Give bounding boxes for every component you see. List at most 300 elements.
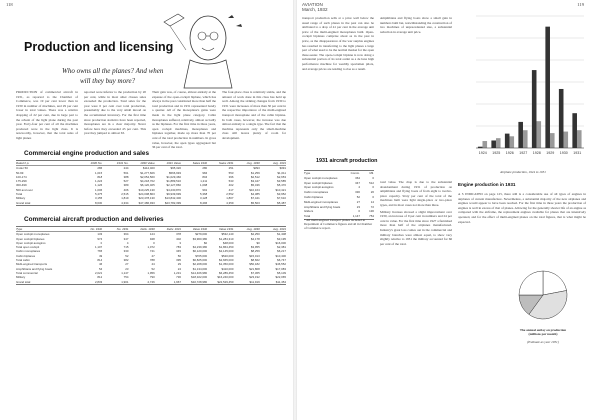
paragraph: reported were inferior to the production by 20 per cent, while in most other classes sales exceeded the production. Total sales for the year were 6 per cent over total production, presumably due to the very small inroad on the accumulated inventory. For the first time since production statistics have been reported, monoplanes are in a clear majority. Never before have they exceeded 45 per cent. This year they jumped to almost 63.: [84, 90, 146, 136]
table-cell: 765: [97, 249, 103, 254]
table-cell: Mil.: [369, 171, 374, 175]
row-label: Cabin biplanes: [304, 194, 324, 199]
table-cell: $23,478,130: [138, 196, 155, 201]
pie-caption-line: The annual outlay on production: [519, 328, 567, 332]
table-cell: $22,529,450: [217, 279, 234, 284]
table-cell: 533: [228, 179, 234, 184]
table-cell: 0: [372, 185, 374, 190]
table-cell: $7,365: [250, 270, 260, 275]
table-cell: $15,013: [249, 253, 260, 258]
row-label: Type: [304, 171, 311, 175]
row-label: Rated h.p.: [16, 161, 30, 165]
table-cell: 561: [123, 170, 129, 175]
bar-military-1926: [509, 136, 514, 148]
row-label: Total: [304, 214, 311, 219]
table-cell: $520,000: [221, 253, 234, 258]
table-cell: $2,665,000: [219, 258, 234, 263]
table-cell: $10,421: [275, 187, 286, 192]
table-cell: $10,164: [249, 187, 260, 192]
table-cell: $393: [253, 166, 260, 171]
x-tick-label: 1931: [573, 151, 582, 155]
table-cell: 1,967: [173, 279, 181, 284]
table-title: Commercial aircraft production and deliveries: [24, 216, 164, 223]
table-cell: $10,400: [275, 253, 286, 258]
table-cell: $95,320: [170, 166, 181, 171]
table-cell: 52: [151, 266, 155, 271]
row-label: Military: [16, 275, 26, 280]
body-column: [380, 180, 452, 262]
row-label: Grand total: [16, 279, 31, 284]
paragraph: Military licenses showed a slight improvement over 1930, an increase of 9 per cent in numbers and 24 per cent in value. For the first time since 1927 a furnished more than half of the airplanes manufactured. Industry's great loss comes out in the commercial and military branches were almost equal, to show very slightly relative to 1931 the military accounted for 66 per cent of the total.: [380, 209, 452, 246]
table-cell: 406: [123, 187, 129, 192]
table-cell: $410,000: [221, 266, 234, 271]
table-cell: $1,134,000: [192, 266, 208, 271]
bar-commercial-1929: [545, 27, 550, 148]
table-cell: 1,107: [95, 245, 103, 250]
table-cell: $0: [204, 240, 208, 245]
table-cell: 47: [151, 253, 155, 258]
table-cell: $1,350,000: [219, 262, 234, 267]
table-cell: 984: [202, 170, 208, 175]
table-cell: $14,406,980: [191, 270, 208, 275]
x-tick-label: 1930: [559, 151, 568, 155]
table-cell: 5,368: [200, 192, 208, 197]
table-cell: $5,470: [277, 183, 286, 188]
table-cell: 1930 Value: [140, 161, 155, 165]
bar-military-1931: [577, 130, 582, 148]
table-cell: 378: [176, 232, 181, 237]
table-cell: 1,015: [95, 170, 103, 175]
table-cell: 402: [176, 236, 181, 241]
table-cell: 2,746: [147, 279, 155, 284]
engine-production-table: [16, 160, 286, 206]
table-cell: 124: [149, 232, 155, 237]
row-label: Total cabin: [16, 258, 30, 263]
table-cell: $3,447: [250, 179, 260, 184]
table-cell: $2,381: [277, 245, 286, 250]
table-cell: 382: [123, 258, 129, 263]
table-cell: 741: [149, 249, 155, 254]
bar-commercial-1930: [559, 89, 564, 148]
table-cell: 0: [100, 240, 103, 245]
table-cell: 991: [202, 187, 208, 192]
table-cell: 1,098: [200, 183, 208, 188]
table-cell: 736: [176, 275, 181, 280]
table-cell: No. 1931: [116, 227, 129, 231]
table-cell: $13,842,400: [164, 196, 181, 201]
table-cell: 27: [125, 262, 129, 267]
table-cell: $6,120,405: [140, 183, 155, 188]
paragraph: A S INDICATED on page 125, there still is a considerable use of all types of engines in airplanes of current manufacture. Nevertheless, a substantial majority of the new airplanes and engines would appear to have been reached. For the first time in three years the production of engines is well in excess of that of planes. Allowing for the generally shorter life of an engine as compared with the airframe, the replacement engines available for planes that are intensively operated, and for the effect of multi-engined planes on the total figures, that is what might be expected.: [458, 192, 586, 224]
table-cell: Avg. 1931: [273, 227, 286, 231]
table-cell: 1,956: [147, 270, 155, 275]
page-number-right: 119: [577, 2, 584, 7]
table-cell: $532,140: [221, 232, 234, 237]
table-cell: $23,192: [249, 275, 260, 280]
pie-subcaption: (Estimate as year 1931): [527, 340, 559, 344]
table-cell: $4,178: [250, 236, 260, 241]
row-label: 100-174: [16, 174, 27, 179]
row-label: Total commercial: [16, 270, 38, 275]
table-cell: 417: [228, 187, 234, 192]
table-cell: 330: [355, 190, 360, 195]
row-label: Type: [16, 227, 23, 231]
row-label: Cabin biplanes: [16, 253, 36, 258]
table-cell: $2,127,860: [166, 183, 181, 188]
paragraph: transport production sells at a price well below the usual range of such planes in the past can also be attributed to a drop of 41 per cent in the average unit price of the multi-engined monoplanes built. Open-cockpit biplanes comprise about as in the past in price, as the disappearance of the war surplus engines has resulted in transferring to the light planes a large part of what used to be the normal market for the open three-seater. The open-cockpit biplane is now doing a substantial portion of its total outlet as a de luxe high performance machine for wealthy sportsmen pilots, and average prices are tending to rise as a result.: [302, 16, 374, 71]
bar-commercial-1931: [572, 113, 577, 148]
x-tick-label: 1924: [478, 151, 487, 155]
table-cell: 388: [123, 174, 129, 179]
table-cell: 1,224: [95, 179, 103, 184]
bar-military-1928: [536, 121, 541, 148]
row-label: Total: [16, 192, 23, 197]
table-cell: 347: [355, 180, 360, 185]
table-cell: 389: [123, 183, 129, 188]
table-cell: 754: [369, 214, 374, 219]
body-column: [222, 90, 286, 146]
table-cell: $3,952: [277, 192, 286, 197]
pie-caption-line: (millions per month): [528, 332, 558, 337]
bar-commercial-1926: [505, 134, 510, 148]
table-cell: 3,155: [95, 196, 103, 201]
table-cell: 0: [153, 240, 155, 245]
table-cell: $6,289,450: [219, 270, 234, 275]
table-cell: $8,662: [250, 258, 260, 263]
paragraph: PRODUCTION of commercial aircraft in 1931, as reported to the Chamber of Commerce, was 19 per cent lower than in 1930 in number of machines, and 29 per cent lower in total values. There was a relative dropping of 22 per cent, due in large part to the advent of the light plane during the past year. Forty-four per cent of all the machines produced were in the light class. It is noteworthy, however, that the total sales of light planes: [16, 90, 78, 140]
row-label: Total open cockpit: [16, 245, 40, 250]
table-cell: 364: [123, 232, 129, 237]
x-tick-label: 1928: [532, 151, 541, 155]
table-cell: 1,901: [121, 279, 129, 284]
row-label: 300-499: [16, 183, 27, 188]
table-cell: 46: [99, 262, 103, 267]
table-cell: $50,182: [249, 262, 260, 267]
table-cell: 783: [176, 245, 181, 250]
table-cell: Value 1931: [218, 227, 234, 231]
table-cell: $112,400: [142, 166, 155, 171]
table-cell: $3,960,380: [192, 236, 208, 241]
table-cell: 715: [123, 245, 129, 250]
paragraph: Amphibians and flying boats show a small gain in numbers built but, notwithstanding the construction of two machines of unprecedented size, a substantial reduction in average unit price.: [380, 16, 452, 34]
table-cell: $4,218,702: [140, 179, 155, 184]
table-cell: Comm.: [350, 171, 360, 175]
table-cell: 812: [97, 275, 103, 280]
subtitle-line: will they buy more?: [80, 77, 136, 85]
table-cell: 133: [97, 232, 103, 237]
table-cell: $391: [279, 166, 286, 171]
table-cell: Value 1930: [192, 227, 208, 231]
table-cell: $2,250: [250, 232, 260, 237]
table-cell: $1,889,516: [166, 179, 181, 184]
bar-commercial-1928: [532, 70, 537, 148]
bar-military-1925: [496, 138, 501, 148]
x-tick-label: 1927: [519, 151, 528, 155]
row-label: Military: [16, 196, 26, 201]
row-label: Amphibians and flying boats: [304, 204, 341, 209]
table-cell: $5,487: [277, 200, 286, 205]
table-cell: $21,808: [249, 266, 260, 271]
table-cell: $1,284,310: [219, 236, 234, 241]
table-cell: $1,277,606: [140, 170, 155, 175]
table-cell: $22,065: [275, 275, 286, 280]
table-cell: 1,072: [147, 245, 155, 250]
bar-commercial-1927: [518, 122, 523, 148]
table-cell: 3: [179, 240, 181, 245]
row-label: Under 50: [16, 166, 28, 171]
table-cell: 4: [126, 240, 129, 245]
table-cell: $279,000: [195, 232, 208, 237]
table-cell: 402: [228, 183, 234, 188]
table-cell: 1931 No.: [116, 161, 129, 165]
production-bar-chart: [458, 8, 588, 168]
table-cell: 4: [358, 185, 360, 190]
table-cell: $6,217: [277, 249, 286, 254]
table-cell: 395: [176, 258, 181, 263]
table-cell: $3,955: [250, 245, 260, 250]
row-label: Open cockpit monoplanes: [304, 175, 338, 180]
row-label: Open cockpit autogiros: [16, 240, 46, 245]
table-cell: 24: [177, 266, 181, 271]
table-cell: $32,728,980: [191, 279, 208, 284]
table-cell: 527: [123, 179, 129, 184]
footnote: * All multi-engined transport planes included in Department of Commerce figures and all in Chamber of Commerce report.: [304, 218, 373, 231]
table-cell: 52: [125, 253, 129, 258]
table-cell: $2,512: [250, 174, 260, 179]
table-cell: $7,610: [277, 196, 286, 201]
table-cell: 790: [149, 275, 155, 280]
table-row: [16, 280, 286, 284]
body-column: [458, 192, 586, 264]
table-cell: 29: [177, 262, 181, 267]
bar-military-1929: [550, 133, 555, 148]
bar-military-1924: [482, 141, 487, 148]
table-cell: $6,747: [277, 258, 286, 263]
body-column: [16, 90, 78, 146]
pie-slice: [519, 271, 543, 295]
table-cell: 974: [97, 236, 103, 241]
table-cell: $10,225,130: [138, 187, 155, 192]
table-cell: 396: [228, 174, 234, 179]
table-cell: Avg. 1931: [273, 161, 286, 165]
row-label: Open cockpit autogiros: [304, 185, 334, 190]
row-label: Grand total: [16, 200, 31, 205]
table-cell: $24,008,803: [138, 192, 155, 197]
row-label: 500 and over: [16, 187, 33, 192]
paragraph: total value. The drop is due to the substantial abandonment during 1931 of production on amphibians and flying boats of from eight to twelve-place capacity. Sixty per cent of the total of the machines built were light single-place or two-place types, and in most cases not more than three.: [380, 180, 452, 207]
row-label: Open cockpit biplanes: [16, 236, 45, 241]
table-cell: 1930 No.: [90, 161, 103, 165]
table-cell: 1931 Value: [166, 161, 181, 165]
row-label: Cabin monoplanes: [304, 190, 329, 195]
table-cell: 4,359: [226, 200, 234, 205]
table-cell: 54: [99, 266, 103, 271]
table-cell: 5,475: [95, 192, 103, 197]
table-cell: 553: [228, 170, 234, 175]
table-cell: $4,230,870: [166, 187, 181, 192]
table-cell: 23: [356, 204, 360, 209]
right-page: [298, 0, 590, 420]
row-label: Gliders: [304, 209, 314, 214]
row-label: Cabin monoplanes: [16, 249, 41, 254]
section-heading: Engine production in 1931: [458, 182, 516, 187]
table-cell: Sales 1931: [219, 161, 234, 165]
table-cell: $6,825,600: [192, 258, 208, 263]
table-cell: $2,653: [277, 174, 286, 179]
table-cell: 788: [149, 258, 155, 263]
bar-military-1927: [523, 130, 528, 148]
row-label: Amphibians and flying boats: [16, 266, 53, 271]
table-cell: $5,503: [250, 200, 260, 205]
table-cell: 8,630: [95, 200, 103, 205]
table-cell: $8,259: [250, 249, 260, 254]
table-cell: $16,240,000: [217, 275, 234, 280]
row-label: 50-99: [16, 170, 24, 175]
row-label: Open cockpit biplanes: [304, 180, 333, 185]
table-cell: 44: [151, 262, 155, 267]
section-heading: 1931 aircraft production: [316, 158, 378, 164]
body-column: [302, 16, 374, 114]
table-cell: 1,819: [121, 196, 129, 201]
row-label: Multi-engined transports: [16, 262, 48, 267]
table-cell: $1,029,460: [166, 174, 181, 179]
table-cell: Avg. 1930: [246, 227, 260, 231]
article-title: Production and licensing: [24, 40, 174, 54]
x-tick-label: 1926: [505, 151, 514, 155]
table-cell: 364: [355, 175, 360, 180]
table-cell: 4,334: [121, 200, 129, 205]
table-cell: $1,011: [277, 170, 286, 175]
table-title: Commercial engine production and sales: [24, 150, 150, 157]
table-cell: 50: [177, 253, 181, 258]
table-cell: $4,385: [250, 192, 260, 197]
table-cell: 1,147: [121, 270, 129, 275]
table-cell: $2,208,000: [192, 262, 208, 267]
issue-date: March, 1932: [302, 7, 328, 13]
table-cell: 286: [97, 166, 103, 171]
table-cell: 2,021: [95, 270, 103, 275]
table-cell: $5,109: [277, 270, 286, 275]
table-cell: 0: [372, 194, 374, 199]
table-cell: No. 1930: [90, 227, 103, 231]
table-cell: $4,239,380: [192, 245, 208, 250]
paragraph: The four-place class is relatively stable, and the amount of work done in this class has held up well. Among the striking changes from 1930 to 1931 were increases of more than 30 per cent in the respective importance of the multi-engined transport monoplane and of the cabin biplane. In both cases, however, the increase was due almost entirely to a single type. The fact that the machine represents only the small-machine class still leaves plenty of room for development.: [222, 90, 286, 140]
row-label: Multi-engined monoplanes: [304, 199, 338, 204]
table-cell: 2,833: [95, 279, 103, 284]
table-cell: Deliv. 1931: [166, 227, 181, 231]
page-number-left: 118: [6, 2, 13, 7]
table-row: [16, 201, 286, 205]
left-page: [0, 0, 292, 420]
table-cell: $1,864,450: [219, 245, 234, 250]
table-cell: 244: [123, 166, 129, 171]
table-cell: 14: [370, 199, 374, 204]
table-cell: $1,259: [250, 170, 260, 175]
table-cell: $16,000: [275, 240, 286, 245]
x-tick-label: 1929: [546, 151, 555, 155]
table-cell: 26: [370, 190, 374, 195]
bar-military-1930: [563, 132, 568, 148]
table-cell: $5,436: [250, 183, 260, 188]
table-cell: $6,120,000: [192, 249, 208, 254]
table-cell: 754: [123, 275, 129, 280]
table-cell: 8,496: [200, 200, 208, 205]
table-cell: $11,454: [275, 279, 286, 284]
table-cell: $47,486,933: [138, 200, 155, 205]
annual-outlay-pie-chart: [516, 268, 570, 322]
table-cell: 52: [356, 194, 360, 199]
table-cell: $3,195: [277, 236, 286, 241]
table-cell: 512: [369, 180, 374, 185]
table-cell: 347: [123, 236, 129, 241]
table-cell: Sales 1930: [192, 161, 208, 165]
table-cell: $0: [256, 240, 260, 245]
table-cell: 2,515: [121, 192, 129, 197]
body-column: [152, 90, 216, 150]
table-cell: $11,919: [249, 279, 260, 284]
table-cell: $7,441: [250, 196, 260, 201]
page-gutter: [293, 0, 297, 420]
table-cell: 804: [202, 174, 208, 179]
table-cell: 330: [123, 249, 129, 254]
table-cell: 948: [149, 236, 155, 241]
table-cell: 49: [99, 253, 103, 258]
table-cell: $3,585: [277, 179, 286, 184]
table-cell: 251: [228, 166, 234, 171]
row-label: 175-299: [16, 179, 27, 184]
table-cell: $1,408: [277, 232, 286, 237]
bar-commercial-1925: [491, 140, 496, 148]
table-cell: 72: [370, 204, 374, 209]
table-cell: 0: [372, 175, 374, 180]
table-cell: $2,145,000: [219, 249, 234, 254]
table-cell: $705,600: [195, 253, 208, 258]
table-cell: $9,939,999: [166, 192, 181, 197]
x-tick-label: 1925: [492, 151, 501, 155]
table-cell: $23,782,399: [164, 200, 181, 205]
running-head: [302, 2, 328, 13]
table-cell: $48,000: [223, 240, 234, 245]
table-cell: 27: [356, 199, 360, 204]
table-cell: 1,807: [226, 196, 234, 201]
table-cell: 1,231: [173, 270, 181, 275]
table-cell: 1,126: [95, 183, 103, 188]
table-cell: 1,211: [200, 179, 208, 184]
article-subtitle: [62, 66, 163, 86]
body-column: [380, 16, 452, 114]
aircraft-production-1931-table: [304, 170, 374, 220]
table-cell: $17,083: [275, 266, 286, 271]
table-cell: $566,993: [168, 170, 181, 175]
table-cell: 130: [369, 209, 374, 214]
body-column: [84, 90, 146, 146]
table-cell: 1,147: [352, 214, 360, 219]
table-cell: 3,128: [200, 196, 208, 201]
magazine-name: AVIATION: [302, 2, 323, 7]
table-cell: 1,006: [95, 187, 103, 192]
chart-caption: Airplane production, 1924 to 1931: [500, 170, 546, 174]
table-cell: 0: [358, 209, 360, 214]
row-label: Open cockpit monoplanes: [16, 232, 50, 237]
table-cell: 818: [97, 174, 103, 179]
subtitle-line: Who owns all the planes? And when: [62, 67, 164, 75]
pie-caption: [504, 328, 582, 337]
table-cell: 345: [176, 249, 181, 254]
table-cell: Avg. 1930: [246, 161, 260, 165]
paragraph: Their gain was, of course, almost entirely at the expense of the open-cockpit biplane, which has always in the past constituted more than half the total production and in 1931 represented barely a quarter. All of the monoplane's gains were made in the light plane category. Cabin monoplanes suffered, relatively, almost as badly as the biplanes. For the first time in three years, open cockpit machines, monoplanes and biplanes together, made up more than 70 per cent of the total production in numbers. In gross value, however, the open types aggregated but 36 per cent of the total.: [152, 90, 216, 150]
aircraft-production-table: [16, 226, 286, 285]
table-cell: $46,552: [275, 262, 286, 267]
